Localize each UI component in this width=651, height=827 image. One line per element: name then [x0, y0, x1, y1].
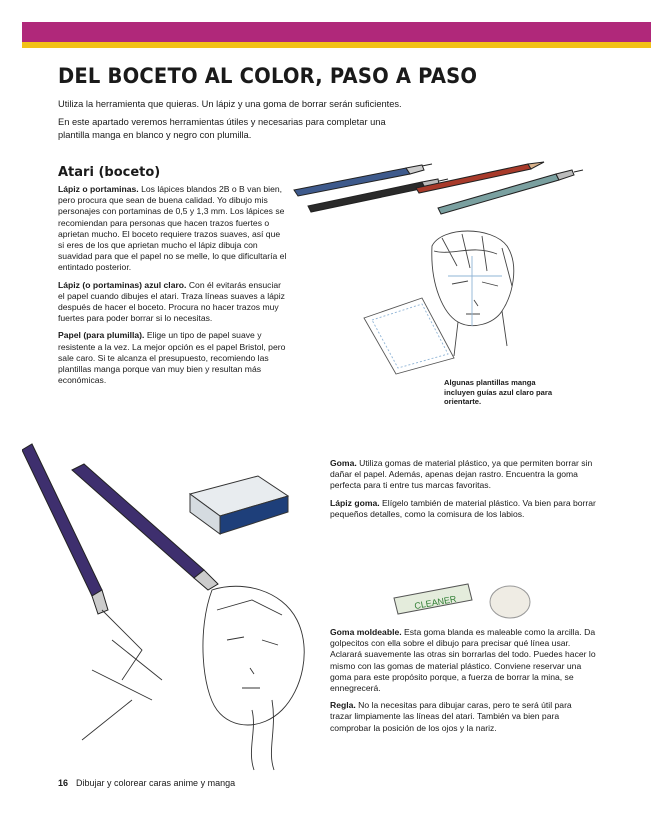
term-eraser-pencil: Lápiz goma. [330, 497, 380, 508]
term-blue-pencil: Lápiz (o portaminas) azul claro. [58, 279, 187, 290]
intro-paragraph-2: En este apartado veremos herramientas útiles y necesarias para completar una plantilla manga en blanco y negro con plumilla. [58, 117, 386, 140]
eraser-illustration [184, 470, 294, 540]
text-eraser-pencil: Elígelo también de material plástico. Va bien para borrar pequeños detalles, como la comisura de los labios. [330, 497, 596, 519]
text-pencil: Los lápices blandos 2B o B van bien, pero procura que sean de buena calidad. Yo dibujo mis personajes con portaminas de 0,5 y 1,3 mm. Los lápices se recomiendan para personas que hacen trazos fuertes o aprietan mucho. El boceto requiere trazos suaves, así que si eres de los que aprietan mucho el lápiz dibuja con suavidad para que el papel no se melle, lo que dificultaría el entintado posterior. [58, 184, 287, 273]
text-blue-pencil: Con él evitarás ensuciar el papel cuando dibujes el atari. Traza líneas suaves a lápiz después de hacer el boceto. Procura no hacer trazos muy fuertes para poder borrar si lo necesitas. [58, 279, 285, 324]
term-pencil: Lápiz o portaminas. [58, 184, 139, 194]
intro-paragraph-1: Utiliza la herramienta que quieras. Un lápiz y una goma de borrar serán suficientes. [58, 99, 402, 109]
atari-column [58, 184, 288, 392]
text-paper: Elige un tipo de papel suave y resistente a la vez. La mejor opción es el papel Bristol, pero sale caro. Si te alcanza el presupuesto, recomiendo las plantillas manga porque van muy bien y resultan más económicas. [58, 330, 286, 386]
figure-caption: Algunas plantillas manga incluyen guías azul claro para orientarte. [444, 378, 553, 406]
term-ruler: Regla. [330, 700, 356, 711]
paragraph-pencil [58, 184, 288, 274]
moldable-column [330, 627, 596, 740]
header-stripe [22, 42, 651, 48]
page-title: DEL BOCETO AL COLOR, PASO A PASO [58, 64, 478, 88]
term-paper: Papel (para plumilla). [58, 330, 145, 341]
text-moldable: Esta goma blanda es maleable como la arcilla. Da golpecitos con ella sobre el dibujo para precisar qué línea usar. Aclarará suavemente las otras sin borrarlas del todo. Puedes hacer lo mismo con las gomas de material plástico. Conviene reservar una goma para este propósito porque, a fuerza de borrar la mina, se ennegrecerá. [330, 627, 596, 694]
paragraph-eraser [330, 458, 596, 492]
paragraph-paper [58, 330, 288, 386]
term-eraser: Goma. [330, 458, 357, 468]
sketch-face-illustration [362, 226, 562, 376]
section-heading-atari: Atari (boceto) [58, 165, 161, 180]
kneaded-eraser-illustration [392, 578, 532, 624]
paragraph-ruler [330, 700, 596, 734]
page-number: 16 [58, 778, 69, 788]
text-eraser: Utiliza gomas de material plástico, ya que permiten borrar sin dañar el papel. Además, apenas dejan rastro. Encuentra la goma perfecta para ti entre tus marcas favoritas. [330, 458, 593, 491]
text-ruler: No la necesitas para dibujar caras, pero te será útil para trazar limpiamente las líneas del atari. También va bien para comprobar la posición de los ojos y la nariz. [330, 700, 572, 733]
paragraph-eraser-pencil [330, 498, 596, 520]
cleaner-label: CLEANER [413, 593, 458, 612]
book-title: Dibujar y colorear caras anime y manga [76, 778, 236, 788]
paragraph-blue-pencil [58, 280, 288, 325]
eraser-column [330, 458, 596, 526]
page-footer [58, 778, 235, 788]
paragraph-moldable [330, 627, 596, 694]
header-band [22, 22, 651, 42]
term-moldable: Goma moldeable. [330, 627, 402, 637]
pencils-illustration [288, 160, 588, 220]
